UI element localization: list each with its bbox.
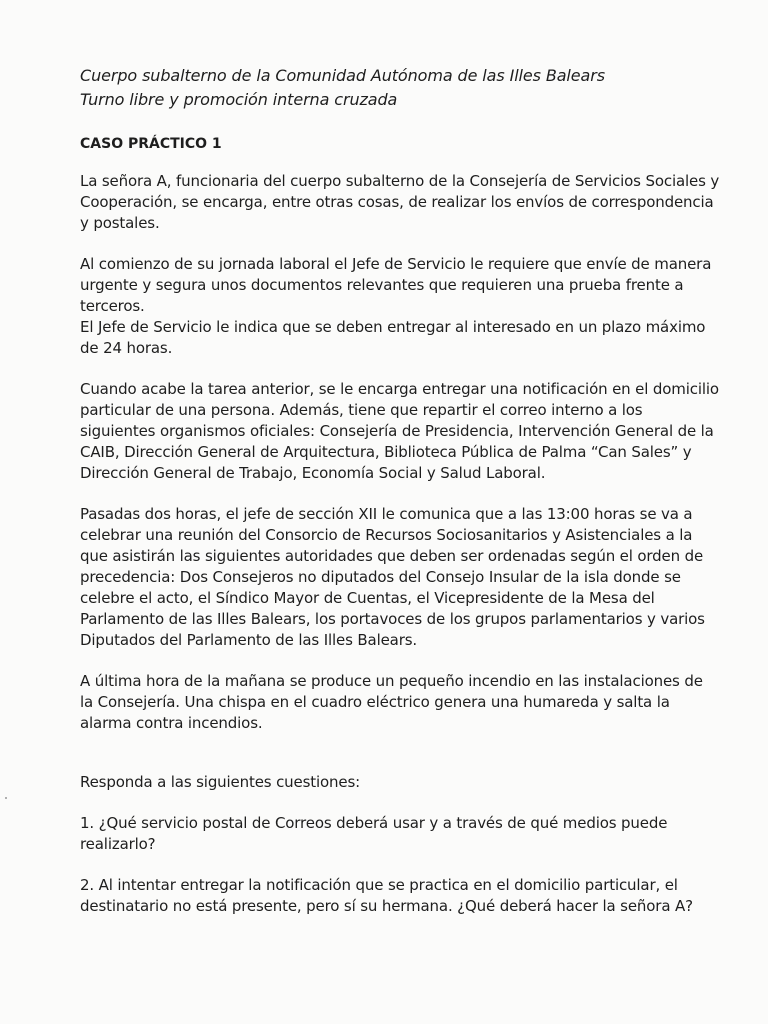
- question-1: 1. ¿Qué servicio postal de Correos deberá usar y a través de qué medios puede realizarlo?: [80, 814, 668, 853]
- header-line-2: Turno libre y promoción interna cruzada: [80, 90, 398, 109]
- paragraph-2: Al comienzo de su jornada laboral el Jefe de Servicio le requiere que envíe de manera urgente y segura unos documentos relevantes que requieren una prueba frente a terceros.: [80, 255, 712, 315]
- question-2: 2. Al intentar entregar la notificación que se practica en el domicilio particular, el destinatario no está presente, pero sí su hermana. ¿Qué deberá hacer la señora A?: [80, 876, 693, 915]
- document-page: [80, 64, 720, 917]
- paragraph-6: A última hora de la mañana se produce un pequeño incendio en las instalaciones de la Consejería. Una chispa en el cuadro eléctrico genera una humareda y salta la alarma contra incendios.: [80, 672, 703, 732]
- header-line-1: Cuerpo subalterno de la Comunidad Autónoma de las Illes Balears: [80, 66, 605, 85]
- paragraph-4: Cuando acabe la tarea anterior, se le encarga entregar una notificación en el domicilio particular de una persona. Además, tiene que repartir el correo interno a los siguientes organismos oficiales: Consejería de Presidencia, Intervención General de la CAIB, Dirección General de Arquitectura, Biblioteca Pública de Palma “Can Sales” y Dirección General de Trabajo, Economía Social y Salud Laboral.: [80, 380, 719, 482]
- paragraph-1: La señora A, funcionaria del cuerpo subalterno de la Consejería de Servicios Sociales y Cooperación, se encarga, entre otras cosas, de realizar los envíos de correspondencia y postales.: [80, 172, 720, 232]
- questions-intro: Responda a las siguientes cuestiones:: [80, 773, 361, 791]
- scan-speck: [5, 797, 7, 799]
- case-title: CASO PRÁCTICO 1: [80, 136, 222, 152]
- paragraph-3: El Jefe de Servicio le indica que se deben entregar al interesado en un plazo máximo de 24 horas.: [80, 318, 706, 357]
- paragraph-5: Pasadas dos horas, el jefe de sección XII le comunica que a las 13:00 horas se va a celebrar una reunión del Consorcio de Recursos Sociosanitarios y Asistenciales a la que asistirán las siguientes autoridades que deben ser ordenadas según el orden de precedencia: Dos Consejeros no diputados del Consejo Insular de la isla donde se celebre el acto, el Síndico Mayor de Cuentas, el Vicepresidente de la Mesa del Parlamento de las Illes Balears, los portavoces de los grupos parlamentarios y varios Diputados del Parlamento de las Illes Balears.: [80, 505, 705, 649]
